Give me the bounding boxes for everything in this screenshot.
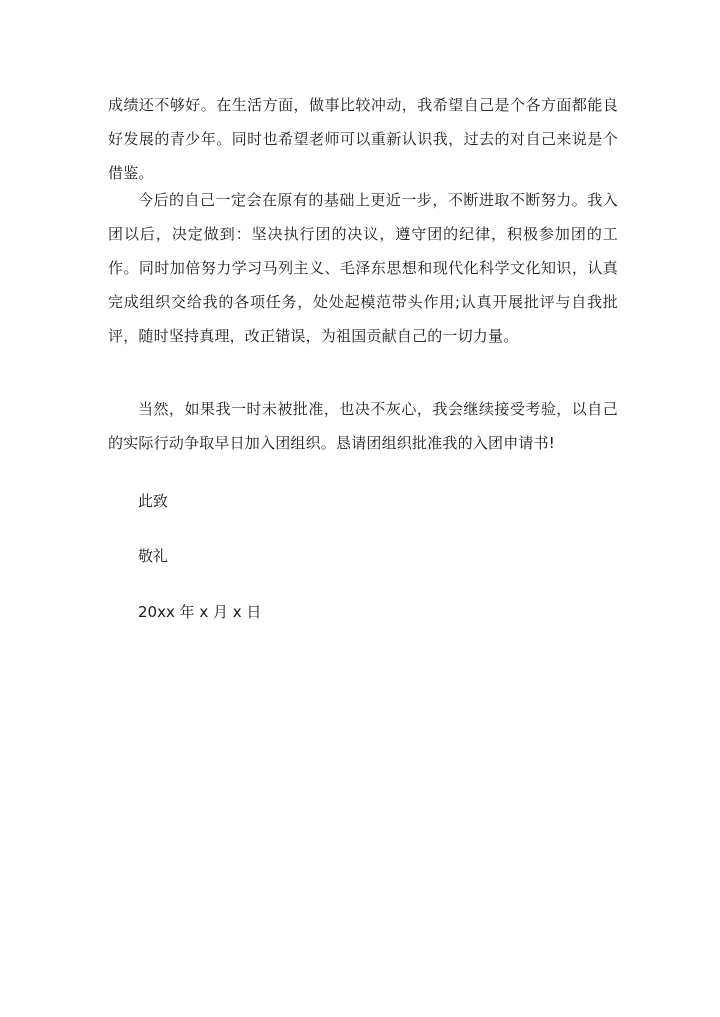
closing-regards: 敬礼 <box>138 547 169 565</box>
paragraph-future-commitment: 今后的自己一定会在原有的基础上更近一步，不断进取不断努力。我入团以后，决定做到：坚决执行团的决议，遵守团的纪律，积极参加团的工作。同时加倍努力学习马列主义、毛泽东思想和现代化科学文化知识，认真完成组织交给我的各项任务，处处起模范带头作用;认真开展批评与自我批评，随时坚持真理，改正错误，为祖国贡献自己的一切力量。 <box>108 191 618 345</box>
closing-salutation: 此致 <box>138 492 169 510</box>
closing-date: 20xx 年 x 月 x 日 <box>138 603 262 621</box>
paragraph-continuation: 成绩还不够好。在生活方面，做事比较冲动，我希望自己是个各方面都能良好发展的青少年。同时也希望老师可以重新认识我，过去的对自己来说是个借鉴。 <box>108 96 618 182</box>
paragraph-request: 当然，如果我一时未被批准，也决不灰心，我会继续接受考验，以自己的实际行动争取早日加入团组织。恳请团组织批准我的入团申请书! <box>108 400 618 452</box>
